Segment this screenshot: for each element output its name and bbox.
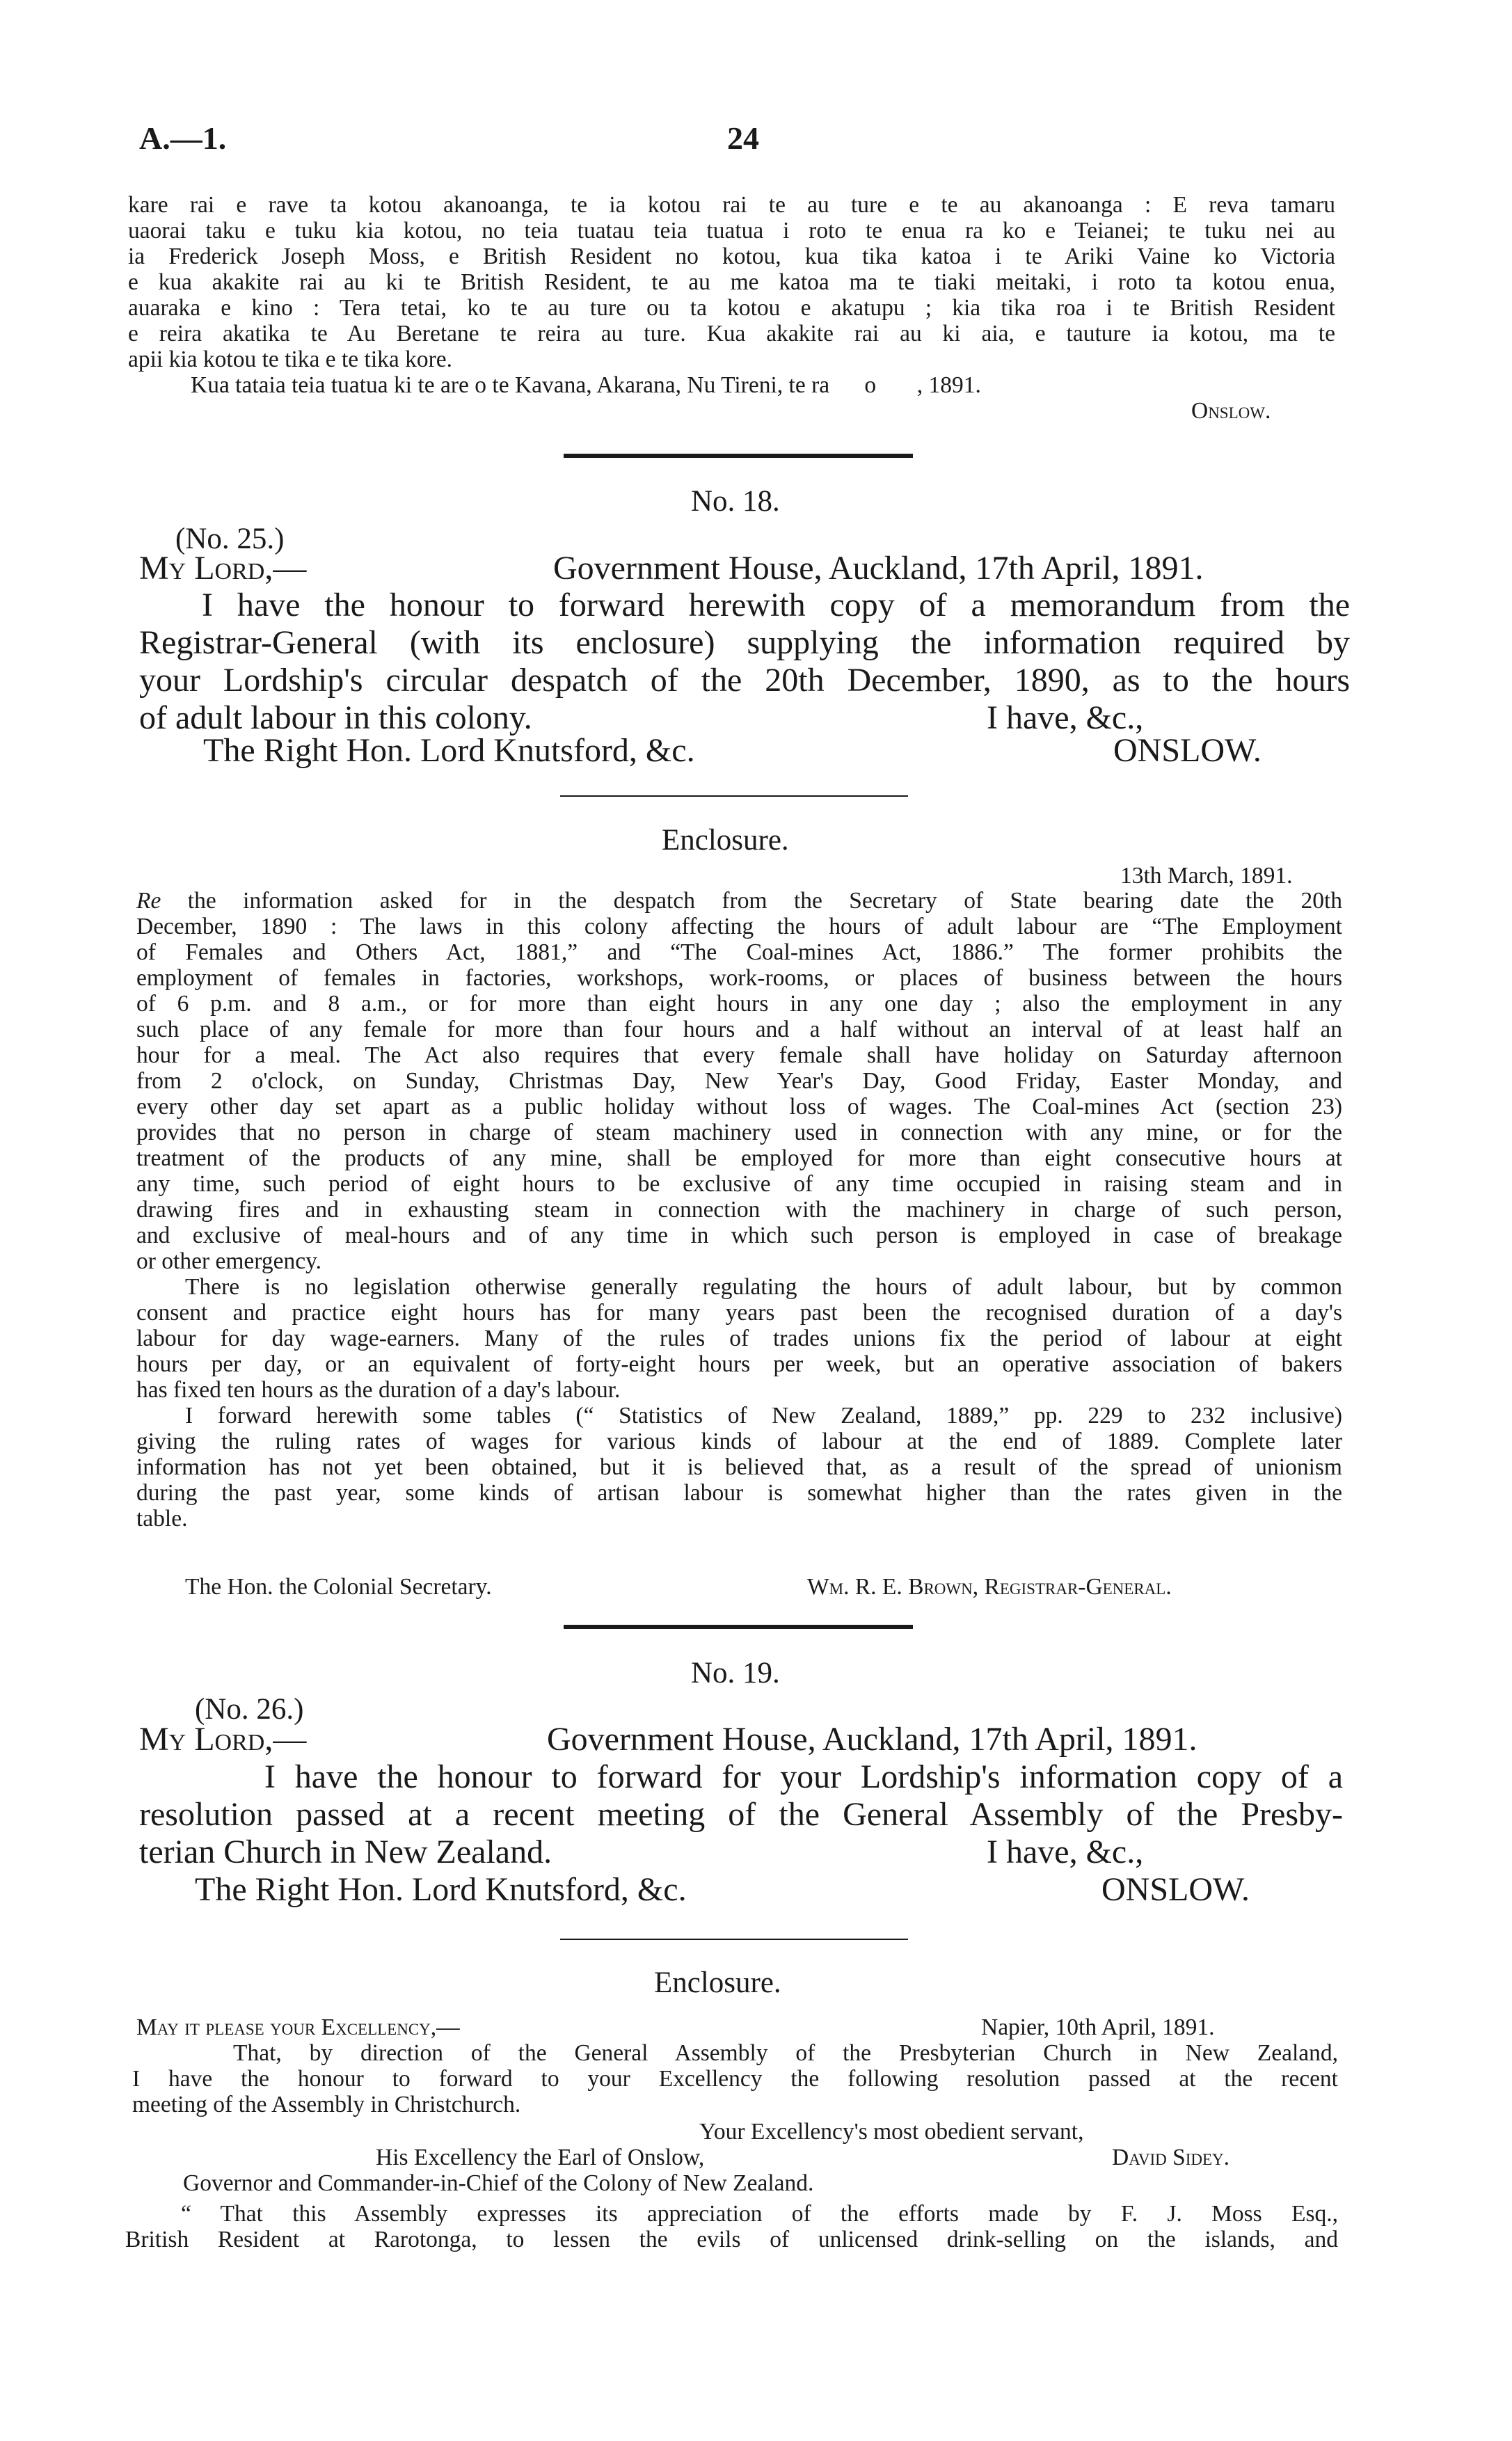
- enclosure-addressee-title: Governor and Commander-in-Chief of the Colony of New Zealand.: [183, 2170, 814, 2196]
- text-line: December, 1890 : The laws in this colony affecting the hours of adult labour are “The Employment: [136, 914, 1342, 939]
- despatch-sub-number: (No. 25.): [175, 523, 285, 555]
- signature: ONSLOW.: [1113, 732, 1262, 769]
- text-line: from 2 o'clock, on Sunday, Christmas Day, New Year's Day, Good Friday, Easter Monday, and: [136, 1068, 1342, 1094]
- text-line: apii kia kotou te tika e te tika kore.: [128, 347, 453, 372]
- despatch-number: No. 18.: [691, 485, 780, 518]
- text-line: any time, such period of eight hours to be exclusive of any time occupied in raising steam and in: [136, 1171, 1342, 1197]
- thin-divider: [560, 795, 908, 797]
- text-line: provides that no person in charge of steam machinery used in connection with any mine, or for the: [136, 1120, 1342, 1145]
- place-date: Government House, Auckland, 17th April, 1891.: [553, 550, 1204, 587]
- thick-divider: [564, 1625, 913, 1629]
- thin-divider: [560, 1939, 908, 1940]
- text-line: uaorai taku e tuku kia kotou, no teia tuatau teia tuatua i roto te enua ra ko e Teianei; te tuku nei au: [128, 218, 1335, 244]
- letter-closing: I have, &c.,: [987, 699, 1144, 736]
- text-line: e reira akatika te Au Beretane te reira au ture. Kua akakite rai au ki aia, e tauture ia kotou, ma te: [128, 321, 1335, 347]
- enclosure-body: [132, 2040, 1338, 2117]
- place-date: Government House, Auckland, 17th April, 1891.: [547, 1721, 1197, 1758]
- text-line: during the past year, some kinds of artisan labour is somewhat higher than the rates given in the: [136, 1480, 1342, 1506]
- text-line: table.: [136, 1506, 188, 1532]
- text-line: and exclusive of meal-hours and of any time in which such person is employed in case of breakage: [136, 1223, 1342, 1248]
- text-line: such place of any female for more than four hours and a half without an interval of at least half an: [136, 1017, 1342, 1042]
- enclosure-addressee: The Hon. the Colonial Secretary.: [185, 1574, 492, 1600]
- text-line: I have the honour to forward herewith copy of a memorandum from the: [202, 587, 1350, 623]
- maori-text-block: [128, 192, 1335, 372]
- text-line: British Resident at Rarotonga, to lessen the evils of unlicensed drink-selling on the islands, and: [125, 2227, 1338, 2252]
- letter-body: [139, 587, 1350, 737]
- page-number: 24: [727, 120, 759, 156]
- text-line: has fixed ten hours as the duration of a day's labour.: [136, 1377, 621, 1403]
- text-line: I have the honour to forward to your Excellency the following resolution passed at the recent: [132, 2066, 1338, 2092]
- text-line: drawing fires and in exhausting steam in connection with the machinery in charge of such person,: [136, 1197, 1342, 1223]
- text-line: I have the honour to forward for your Lordship's information copy of a: [264, 1758, 1343, 1795]
- text-line: I forward herewith some tables (“ Statistics of New Zealand, 1889,” pp. 229 to 232 inclusive): [185, 1403, 1342, 1429]
- text-line: hours per day, or an equivalent of forty-eight hours per week, but an operative association of bakers: [136, 1351, 1342, 1377]
- enclosure-date: 13th March, 1891.: [1120, 863, 1293, 889]
- signature: ONSLOW.: [1101, 1871, 1250, 1908]
- letter-body: [139, 1758, 1343, 1871]
- text-line: That, by direction of the General Assembly of the Presbyterian Church in New Zealand,: [233, 2040, 1338, 2066]
- re-word: Re: [136, 888, 161, 914]
- text-line: or other emergency.: [136, 1248, 322, 1274]
- enclosure-addressee: His Excellency the Earl of Onslow,: [376, 2145, 705, 2170]
- salutation: My Lord,—: [139, 1721, 307, 1758]
- text-line: of Females and Others Act, 1881,” and “The Coal-mines Act, 1886.” The former prohibits the: [136, 939, 1342, 965]
- maori-closing-line: Kua tataia teia tuatua ki te are o te Kavana, Akarana, Nu Tireni, te ra o , 1891.: [191, 372, 981, 398]
- text-line: e kua akakite rai au ki te British Resident, te au me katoa ma te tiaki meitaki, i roto ta kotou enua,: [128, 269, 1335, 295]
- addressee: The Right Hon. Lord Knutsford, &c.: [203, 732, 695, 769]
- enclosure-body: [136, 888, 1342, 1532]
- text-line: auaraka e kino : Tera tetai, ko te au ture ou ta kotou e akatupu ; kia tika roa i te British Resident: [128, 295, 1335, 321]
- enclosure-salutation: May it please your Excellency,—: [136, 2014, 460, 2040]
- series-label: A.—1.: [139, 120, 227, 156]
- text-line: information has not yet been obtained, but it is believed that, as a result of the spread of unionism: [136, 1454, 1342, 1480]
- enclosure-title: Enclosure.: [662, 824, 789, 857]
- text-line: [136, 888, 1342, 914]
- maori-signature: Onslow.: [1191, 398, 1271, 424]
- enclosure-signature: David Sidey.: [1112, 2145, 1230, 2170]
- resolution-text: [125, 2201, 1338, 2252]
- text-line: of 6 p.m. and 8 a.m., or for more than eight hours in any one day ; also the employment in any: [136, 991, 1342, 1017]
- text-line: ia Frederick Joseph Moss, e British Resident no kotou, kua tika katoa i te Ariki Vaine ko Victoria: [128, 244, 1335, 269]
- despatch-sub-number: (No. 26.): [195, 1693, 304, 1726]
- thick-divider: [564, 454, 913, 458]
- enclosure-place-date: Napier, 10th April, 1891.: [981, 2014, 1215, 2040]
- text-line: of adult labour in this colony.: [139, 699, 532, 736]
- letter-closing: I have, &c.,: [987, 1834, 1144, 1870]
- text-line: every other day set apart as a public holiday without loss of wages. The Coal-mines Act (section 23): [136, 1094, 1342, 1120]
- text-line: your Lordship's circular despatch of the 20th December, 1890, as to the hours: [139, 662, 1350, 699]
- text-line: hour for a meal. The Act also requires that every female shall have holiday on Saturday afternoon: [136, 1042, 1342, 1068]
- text-line: employment of females in factories, workshops, work-rooms, or places of business between the hours: [136, 965, 1342, 991]
- text-line: Registrar-General (with its enclosure) supplying the information required by: [139, 624, 1350, 661]
- text-line: consent and practice eight hours has for many years past been the recognised duration of a day's: [136, 1300, 1342, 1326]
- text-line: giving the ruling rates of wages for various kinds of labour at the end of 1889. Complete later: [136, 1429, 1342, 1454]
- text-line: labour for day wage-earners. Many of the rules of trades unions fix the period of labour at eight: [136, 1326, 1342, 1351]
- despatch-number: No. 19.: [691, 1657, 780, 1689]
- text-line: kare rai e rave ta kotou akanoanga, te ia kotou rai te au ture e te au akanoanga : E reva tamaru: [128, 192, 1335, 218]
- salutation: My Lord,—: [139, 550, 307, 587]
- text-line: There is no legislation otherwise generally regulating the hours of adult labour, but by common: [185, 1274, 1342, 1300]
- text-line: treatment of the products of any mine, shall be employed for more than eight consecutive hours at: [136, 1145, 1342, 1171]
- enclosure-signature: Wm. R. E. Brown, Registrar-General.: [807, 1574, 1172, 1600]
- text-line: meeting of the Assembly in Christchurch.: [132, 2092, 521, 2117]
- text-line: “ That this Assembly expresses its appreciation of the efforts made by F. J. Moss Esq.,: [181, 2201, 1338, 2227]
- text-line: terian Church in New Zealand.: [139, 1834, 552, 1870]
- enclosure-title: Enclosure.: [654, 1966, 781, 1999]
- addressee: The Right Hon. Lord Knutsford, &c.: [195, 1871, 687, 1908]
- text-span: the information asked for in the despatch from the Secretary of State bearing date the 20th: [161, 888, 1342, 914]
- text-line: resolution passed at a recent meeting of the General Assembly of the Presby-: [139, 1796, 1343, 1833]
- enclosure-closing: Your Excellency's most obedient servant,: [699, 2119, 1084, 2145]
